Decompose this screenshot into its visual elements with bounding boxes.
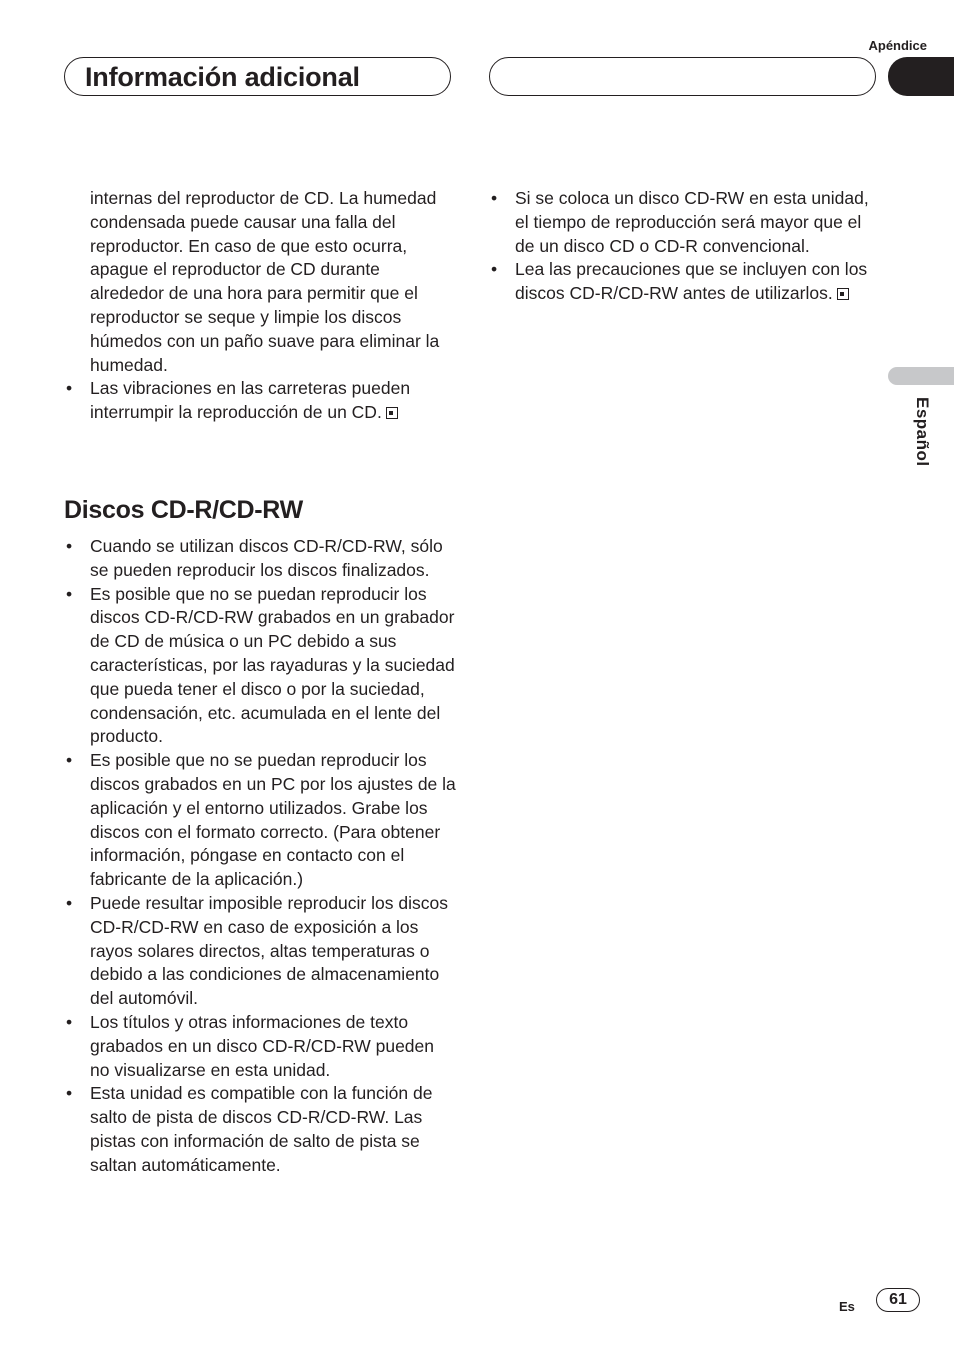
header-title-pill bbox=[64, 57, 451, 96]
bullet: • bbox=[66, 378, 73, 399]
bullet: • bbox=[66, 536, 73, 556]
section-bullet-list bbox=[64, 535, 456, 1178]
right-bullet-list bbox=[489, 187, 881, 306]
list-item bbox=[64, 1011, 456, 1082]
left-column-top bbox=[64, 187, 456, 425]
list-item bbox=[64, 749, 456, 892]
list-item bbox=[489, 187, 881, 258]
section-heading: Discos CD-R/CD-RW bbox=[64, 496, 303, 524]
end-mark-icon bbox=[837, 288, 849, 300]
bullet: • bbox=[66, 1011, 73, 1032]
left-bullet-list bbox=[64, 377, 456, 425]
list-item-text: Los títulos y otras informaciones de texto grabados en un disco CD-R/CD-RW pueden no visualizarse en esta unidad. bbox=[90, 1011, 435, 1080]
footer-lang-code: Es bbox=[839, 1299, 855, 1314]
bullet: • bbox=[66, 750, 73, 771]
end-mark-icon bbox=[386, 407, 398, 419]
bullet: • bbox=[66, 583, 73, 604]
list-item-text: Lea las precauciones que se incluyen con los discos CD-R/CD-RW antes de utilizarlos. bbox=[515, 259, 868, 304]
list-item bbox=[64, 892, 456, 1011]
list-item bbox=[64, 583, 456, 750]
chapter-tab bbox=[888, 57, 954, 96]
list-item-text: Es posible que no se puedan reproducir los discos grabados en un PC por los ajustes de la aplicación y el entorno utilizados. Grabe los discos con el formato correcto. (Para obtener información, póngase en contacto con el fabricante de la aplicación.) bbox=[90, 750, 456, 890]
bullet: • bbox=[66, 892, 73, 913]
list-item-text: Esta unidad es compatible con la función de salto de pista de discos CD-R/CD-RW. Las pistas con información de salto de pista se saltan automáticamente. bbox=[90, 1083, 433, 1175]
section-label: Apéndice bbox=[868, 38, 927, 53]
list-item-text: Las vibraciones en las carreteras pueden interrumpir la reproducción de un CD. bbox=[90, 378, 411, 423]
list-item bbox=[64, 535, 456, 583]
continued-paragraph: internas del reproductor de CD. La humedad condensada puede causar una falla del reproductor. En caso de que esto ocurra, apague el reproductor de CD durante alrededor de una hora para permitir que el reproductor se seque y limpie los discos húmedos con un paño suave para eliminar la humedad. bbox=[90, 188, 440, 375]
right-column bbox=[489, 187, 881, 306]
list-item-text: Puede resultar imposible reproducir los discos CD-R/CD-RW en caso de exposición a los rayos solares directos, altas temperaturas o debido a las condiciones de almacenamiento del automóvil. bbox=[90, 892, 448, 1009]
header-right-pill bbox=[489, 57, 876, 96]
bullet: • bbox=[491, 259, 498, 280]
section-body bbox=[64, 535, 456, 1178]
list-item bbox=[64, 377, 456, 425]
language-label: Español bbox=[913, 397, 932, 467]
page-number: 61 bbox=[876, 1288, 920, 1312]
bullet: • bbox=[491, 188, 498, 208]
list-item bbox=[489, 258, 881, 306]
list-item bbox=[64, 1082, 456, 1177]
list-item-text: Cuando se utilizan discos CD-R/CD-RW, sólo se pueden reproducir los discos finalizados. bbox=[90, 536, 443, 580]
list-item-text: Si se coloca un disco CD-RW en esta unidad, el tiempo de reproducción será mayor que el de un disco CD o CD-R convencional. bbox=[515, 188, 869, 256]
language-tab bbox=[888, 367, 954, 385]
bullet: • bbox=[66, 1083, 73, 1104]
list-item-text: Es posible que no se puedan reproducir los discos CD-R/CD-RW grabados en un grabador de CD de música o un PC debido a sus características, por las rayaduras y la suciedad que pueda tener el disco o por la suciedad, condensación, etc. acumulada en el lente del producto. bbox=[90, 583, 455, 747]
page-title: Información adicional bbox=[85, 62, 360, 92]
